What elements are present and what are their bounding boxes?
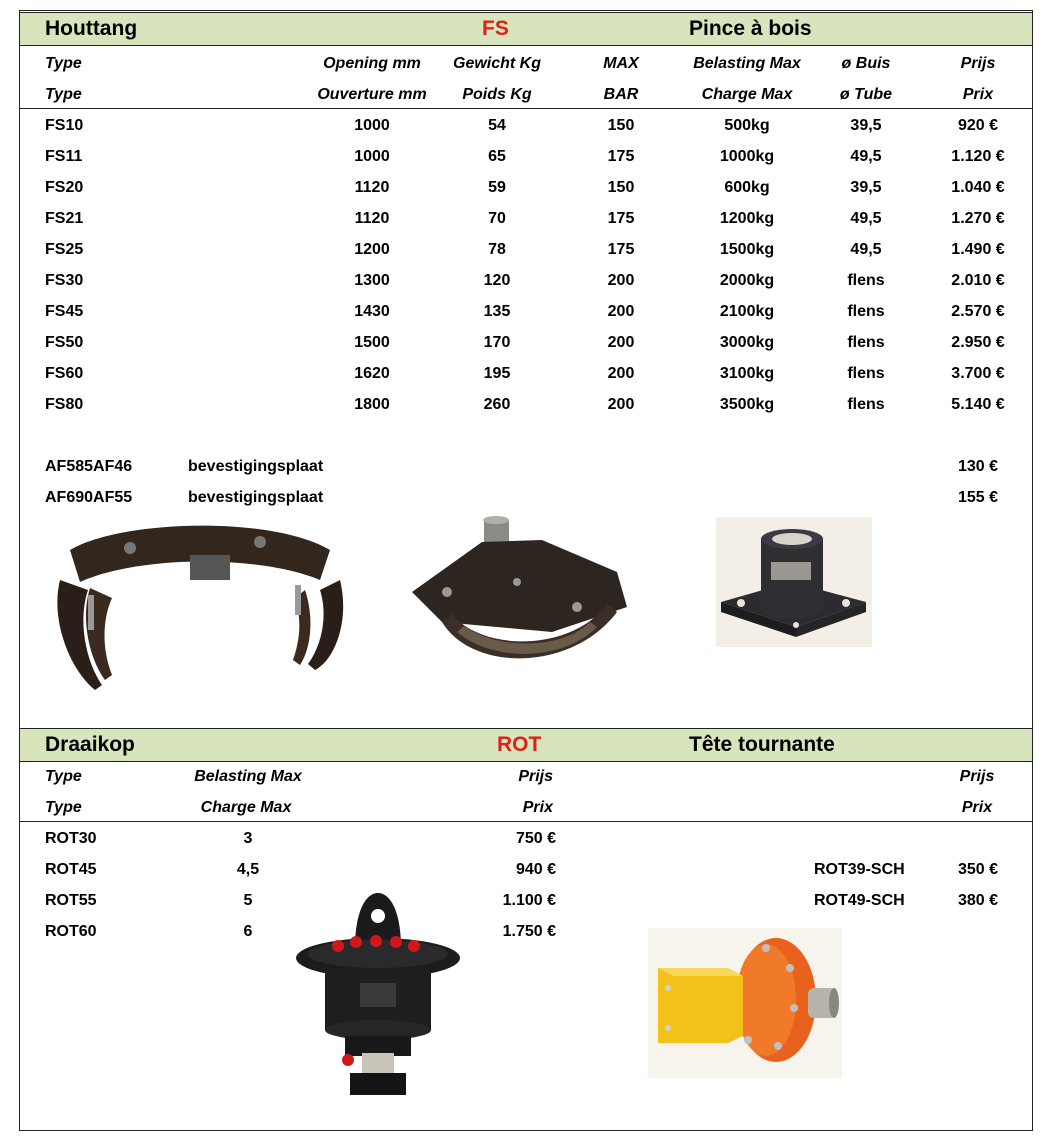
cell-max-bar: 175: [607, 210, 635, 227]
cell-tube: 39,5: [850, 117, 882, 134]
header-tube: ø Buis: [841, 55, 891, 72]
cell-tube: 49,5: [850, 241, 882, 258]
rot-load: 5: [243, 892, 253, 909]
header-opening-fr: Ouverture mm: [317, 86, 427, 103]
cell-load: 3100kg: [719, 365, 775, 382]
section-draaikop-header: [20, 728, 1032, 762]
cell-opening: 1120: [354, 210, 390, 227]
cell-price: 1.120 €: [951, 148, 1005, 165]
header-price-2-fr: Prix: [961, 799, 993, 816]
cell-opening: 1430: [354, 303, 390, 320]
cell-weight: 65: [488, 148, 506, 165]
header-weight: Gewicht Kg: [452, 55, 542, 72]
cell-price: 2.950 €: [951, 334, 1005, 351]
cell-load: 1000kg: [719, 148, 775, 165]
accessory-description: bevestigingsplaat: [188, 489, 324, 506]
cell-opening: 1800: [354, 396, 390, 413]
rot-type: ROT30: [45, 830, 97, 847]
cell-max-bar: 175: [607, 241, 635, 258]
cell-load: 2000kg: [719, 272, 775, 289]
header-weight-fr: Poids Kg: [462, 86, 532, 103]
grapple-open-image: [50, 510, 350, 700]
cell-weight: 135: [483, 303, 511, 320]
header-price-fr: Prix: [962, 86, 994, 103]
section-title: Houttang: [45, 17, 138, 40]
cell-price: 920 €: [957, 117, 999, 134]
mounting-plate-image: [716, 517, 872, 647]
swivel-link-image: [648, 928, 842, 1078]
cell-price: 3.700 €: [951, 365, 1005, 382]
cell-price: 5.140 €: [951, 396, 1005, 413]
extra-code: ROT49-SCH: [814, 892, 905, 909]
section-title-fr: Tête tournante: [689, 733, 835, 756]
cell-opening: 1000: [354, 117, 390, 134]
header-price: Prijs: [518, 768, 553, 785]
cell-max-bar: 200: [607, 396, 635, 413]
cell-tube: flens: [847, 365, 885, 382]
section-code: ROT: [497, 733, 542, 756]
header-type-fr: Type: [45, 799, 82, 816]
cell-max-bar: 200: [607, 272, 635, 289]
cell-load: 1200kg: [719, 210, 775, 227]
cell-weight: 260: [483, 396, 511, 413]
header-price-fr: Prix: [522, 799, 553, 816]
cell-max-bar: 175: [607, 148, 635, 165]
cell-price: 2.570 €: [951, 303, 1005, 320]
section-title-fr: Pince à bois: [689, 17, 812, 40]
cell-load: 3000kg: [719, 334, 775, 351]
cell-price: 2.010 €: [951, 272, 1005, 289]
extra-price: 380 €: [957, 892, 999, 909]
rot-price: 1.750 €: [502, 923, 556, 940]
header-max-bar-fr: BAR: [603, 86, 639, 103]
header-type: Type: [45, 55, 82, 72]
cell-type: FS25: [45, 241, 84, 258]
cell-max-bar: 200: [607, 334, 635, 351]
cell-max-bar: 200: [607, 303, 635, 320]
header-type-fr: Type: [45, 86, 82, 103]
cell-opening: 1120: [354, 179, 390, 196]
rot-price: 1.100 €: [502, 892, 556, 909]
rot-type: ROT55: [45, 892, 97, 909]
extra-price: 350 €: [957, 861, 999, 878]
cell-max-bar: 150: [607, 179, 635, 196]
rotator-image: [290, 888, 465, 1096]
cell-opening: 1620: [354, 365, 390, 382]
header-opening: Opening mm: [323, 55, 421, 72]
cell-opening: 1500: [354, 334, 390, 351]
cell-load: 1500kg: [719, 241, 775, 258]
grapple-closed-image: [402, 512, 634, 677]
cell-max-bar: 200: [607, 365, 635, 382]
cell-tube: 39,5: [850, 179, 882, 196]
rot-load: 3: [243, 830, 253, 847]
cell-type: FS10: [45, 117, 84, 134]
cell-max-bar: 150: [607, 117, 635, 134]
section-houttang-header: [20, 12, 1032, 46]
table-divider: [20, 821, 1032, 822]
cell-weight: 195: [483, 365, 511, 382]
cell-type: FS20: [45, 179, 84, 196]
accessory-price: 155 €: [957, 489, 999, 506]
rot-type: ROT60: [45, 923, 97, 940]
cell-opening: 1000: [354, 148, 390, 165]
rot-price: 750 €: [515, 830, 556, 847]
header-load-fr: Charge Max: [701, 86, 793, 103]
cell-price: 1.490 €: [951, 241, 1005, 258]
cell-tube: flens: [847, 334, 885, 351]
cell-tube: 49,5: [850, 148, 882, 165]
table-divider: [20, 108, 1032, 109]
cell-tube: flens: [847, 396, 885, 413]
cell-weight: 54: [488, 117, 506, 134]
cell-price: 1.040 €: [951, 179, 1005, 196]
header-price: Prijs: [960, 55, 996, 72]
cell-opening: 1300: [354, 272, 390, 289]
cell-weight: 170: [483, 334, 511, 351]
cell-load: 2100kg: [719, 303, 775, 320]
cell-load: 3500kg: [719, 396, 775, 413]
cell-type: FS50: [45, 334, 84, 351]
cell-tube: 49,5: [850, 210, 882, 227]
section-title: Draaikop: [45, 733, 135, 756]
cell-weight: 59: [488, 179, 506, 196]
header-type: Type: [45, 768, 82, 785]
header-load-fr: Charge Max: [200, 799, 292, 816]
cell-weight: 70: [488, 210, 506, 227]
cell-price: 1.270 €: [951, 210, 1005, 227]
rot-type: ROT45: [45, 861, 97, 878]
extra-code: ROT39-SCH: [814, 861, 905, 878]
cell-type: FS11: [45, 148, 83, 165]
cell-type: FS60: [45, 365, 84, 382]
accessory-code: AF585AF46: [45, 458, 133, 475]
cell-tube: flens: [847, 272, 885, 289]
accessory-price: 130 €: [957, 458, 999, 475]
section-code: FS: [482, 17, 509, 40]
cell-weight: 120: [483, 272, 511, 289]
cell-type: FS80: [45, 396, 84, 413]
cell-opening: 1200: [354, 241, 390, 258]
accessory-code: AF690AF55: [45, 489, 133, 506]
cell-load: 500kg: [724, 117, 770, 134]
rot-load: 4,5: [236, 861, 260, 878]
header-load: Belasting Max: [693, 55, 801, 72]
cell-tube: flens: [847, 303, 885, 320]
header-load: Belasting Max: [194, 768, 302, 785]
rot-load: 6: [243, 923, 253, 940]
cell-load: 600kg: [724, 179, 770, 196]
header-tube-fr: ø Tube: [839, 86, 893, 103]
cell-weight: 78: [488, 241, 506, 258]
accessory-description: bevestigingsplaat: [188, 458, 324, 475]
header-price-2: Prijs: [959, 768, 995, 785]
cell-type: FS21: [45, 210, 84, 227]
cell-type: FS30: [45, 272, 84, 289]
header-max-bar: MAX: [603, 55, 639, 72]
cell-type: FS45: [45, 303, 84, 320]
rot-price: 940 €: [515, 861, 556, 878]
